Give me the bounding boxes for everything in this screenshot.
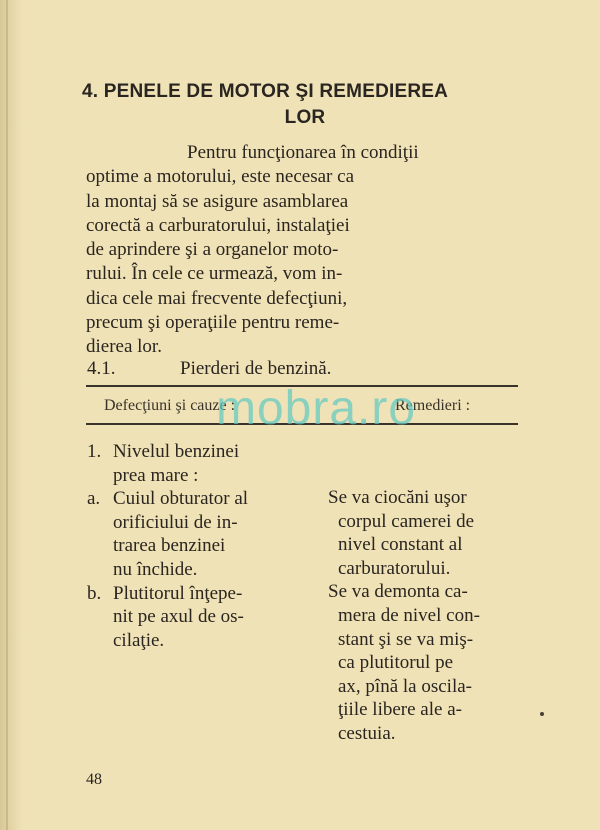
page-number: 48 [86, 771, 102, 788]
entry-line: orificiului de in- [113, 511, 238, 533]
column-header-remedies: Remedieri : [395, 397, 471, 414]
column-header-defects: Defecţiuni şi cauze : [104, 397, 236, 414]
entry-line: trarea benzinei [113, 535, 226, 557]
intro-paragraph [86, 141, 520, 360]
intro-line: corectă a carburatorului, instalaţiei [86, 214, 350, 236]
remedies-column [328, 486, 528, 746]
entry-line: ţiile libere ale a- [338, 699, 462, 721]
entry-line: cilaţie. [113, 629, 165, 651]
intro-line: de aprindere şi a organelor moto- [86, 239, 339, 261]
entry-line: Plutitorul înţepe- [113, 582, 243, 604]
book-gutter [0, 0, 22, 830]
entry-line: carburatorului. [338, 557, 451, 579]
subsection-number: 4.1. [87, 358, 116, 379]
remedy-entry [328, 486, 528, 580]
intro-line: dica cele mai frecvente defecţiuni, [86, 287, 348, 309]
watermark-logo: mobra.ro [216, 382, 417, 435]
entry-line: ax, pînă la oscila- [338, 675, 473, 697]
print-speck [540, 712, 544, 716]
entry-line: nivel constant al [338, 534, 463, 556]
defect-entry [87, 582, 317, 653]
entry-line: mera de nivel con- [338, 604, 480, 626]
section-heading-line-1: 4. PENELE DE MOTOR ŞI REMEDIEREA [82, 81, 449, 102]
defect-entry [87, 487, 317, 581]
intro-line: optime a motorului, este necesar ca [86, 166, 355, 188]
entry-line: ca plutitorul pe [338, 652, 454, 674]
entry-line: prea mare : [113, 464, 199, 486]
intro-line: dierea lor. [86, 336, 162, 358]
defect-entry [87, 440, 317, 487]
entry-line: stant şi se va miş- [338, 628, 474, 650]
entry-marker: b. [87, 582, 102, 604]
section-heading [82, 79, 522, 131]
entry-line: nit pe axul de os- [113, 606, 244, 628]
intro-line: rului. În cele ce urmează, vom in- [86, 263, 343, 285]
defects-column [87, 440, 317, 652]
entry-line: Se va demonta ca- [328, 581, 468, 603]
intro-line: la montaj să se asigure asamblarea [86, 190, 349, 212]
entry-marker: 1. [87, 441, 102, 462]
intro-line: Pentru funcţionarea în condiţii [187, 142, 419, 163]
entry-line: cestuia. [338, 722, 396, 744]
subsection-title: Pierderi de benzină. [180, 358, 332, 379]
entry-line: Nivelul benzinei [113, 441, 240, 462]
section-heading-line-2: LOR [284, 107, 326, 128]
entry-line: Se va ciocăni uşor [328, 487, 467, 508]
entry-line: corpul camerei de [338, 510, 475, 532]
entry-marker: a. [87, 488, 101, 510]
entry-line: Cuiul obturator al [113, 488, 249, 510]
entry-line: nu închide. [113, 558, 198, 580]
intro-line: precum şi operaţiile pentru reme- [86, 312, 340, 334]
remedy-entry [328, 580, 528, 745]
